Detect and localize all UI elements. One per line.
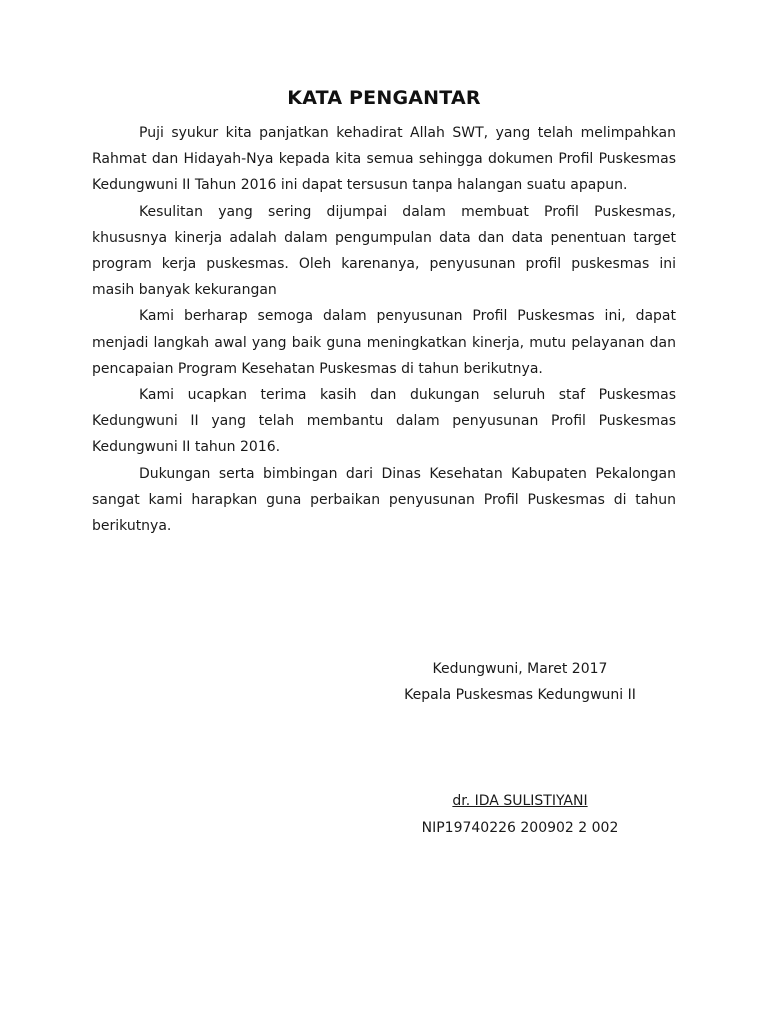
signature-name: dr. IDA SULISTIYANI: [452, 793, 588, 809]
body-text: [92, 120, 676, 539]
paragraph-3: Kami berharap semoga dalam penyusunan Profil Puskesmas ini, dapat menjadi langkah awal yang baik guna meningkatkan kinerja, mutu pelayanan dan pencapaian Program Kesehatan Puskesmas di tahun berikutnya.: [92, 308, 676, 377]
paragraph-1: Puji syukur kita panjatkan kehadirat Allah SWT, yang telah melimpahkan Rahmat dan Hidayah-Nya kepada kita semua sehingga dokumen Profil Puskesmas Kedungwuni II Tahun 2016 ini dapat tersusun tanpa halangan suatu apapun.: [92, 125, 676, 194]
paragraph-2: Kesulitan yang sering dijumpai dalam membuat Profil Puskesmas, khususnya kinerja adalah dalam pengumpulan data dan data penentuan target program kerja puskesmas. Oleh karenanya, penyusunan profil puskesmas ini masih banyak kekurangan: [92, 203, 676, 299]
paragraph-4: Kami ucapkan terima kasih dan dukungan seluruh staf Puskesmas Kedungwuni II yang telah membantu dalam penyusunan Profil Puskesmas Kedungwuni II tahun 2016.: [92, 387, 676, 456]
signature-nip: NIP19740226 200902 2 002: [421, 820, 619, 836]
signature-role: Kepala Puskesmas Kedungwuni II: [404, 687, 636, 703]
page-title: KATA PENGANTAR: [287, 87, 481, 109]
signature-place-date: Kedungwuni, Maret 2017: [432, 661, 608, 677]
paragraph-5: Dukungan serta bimbingan dari Dinas Kesehatan Kabupaten Pekalongan sangat kami harapkan guna perbaikan penyusunan Profil Puskesmas di tahun berikutnya.: [92, 465, 676, 535]
